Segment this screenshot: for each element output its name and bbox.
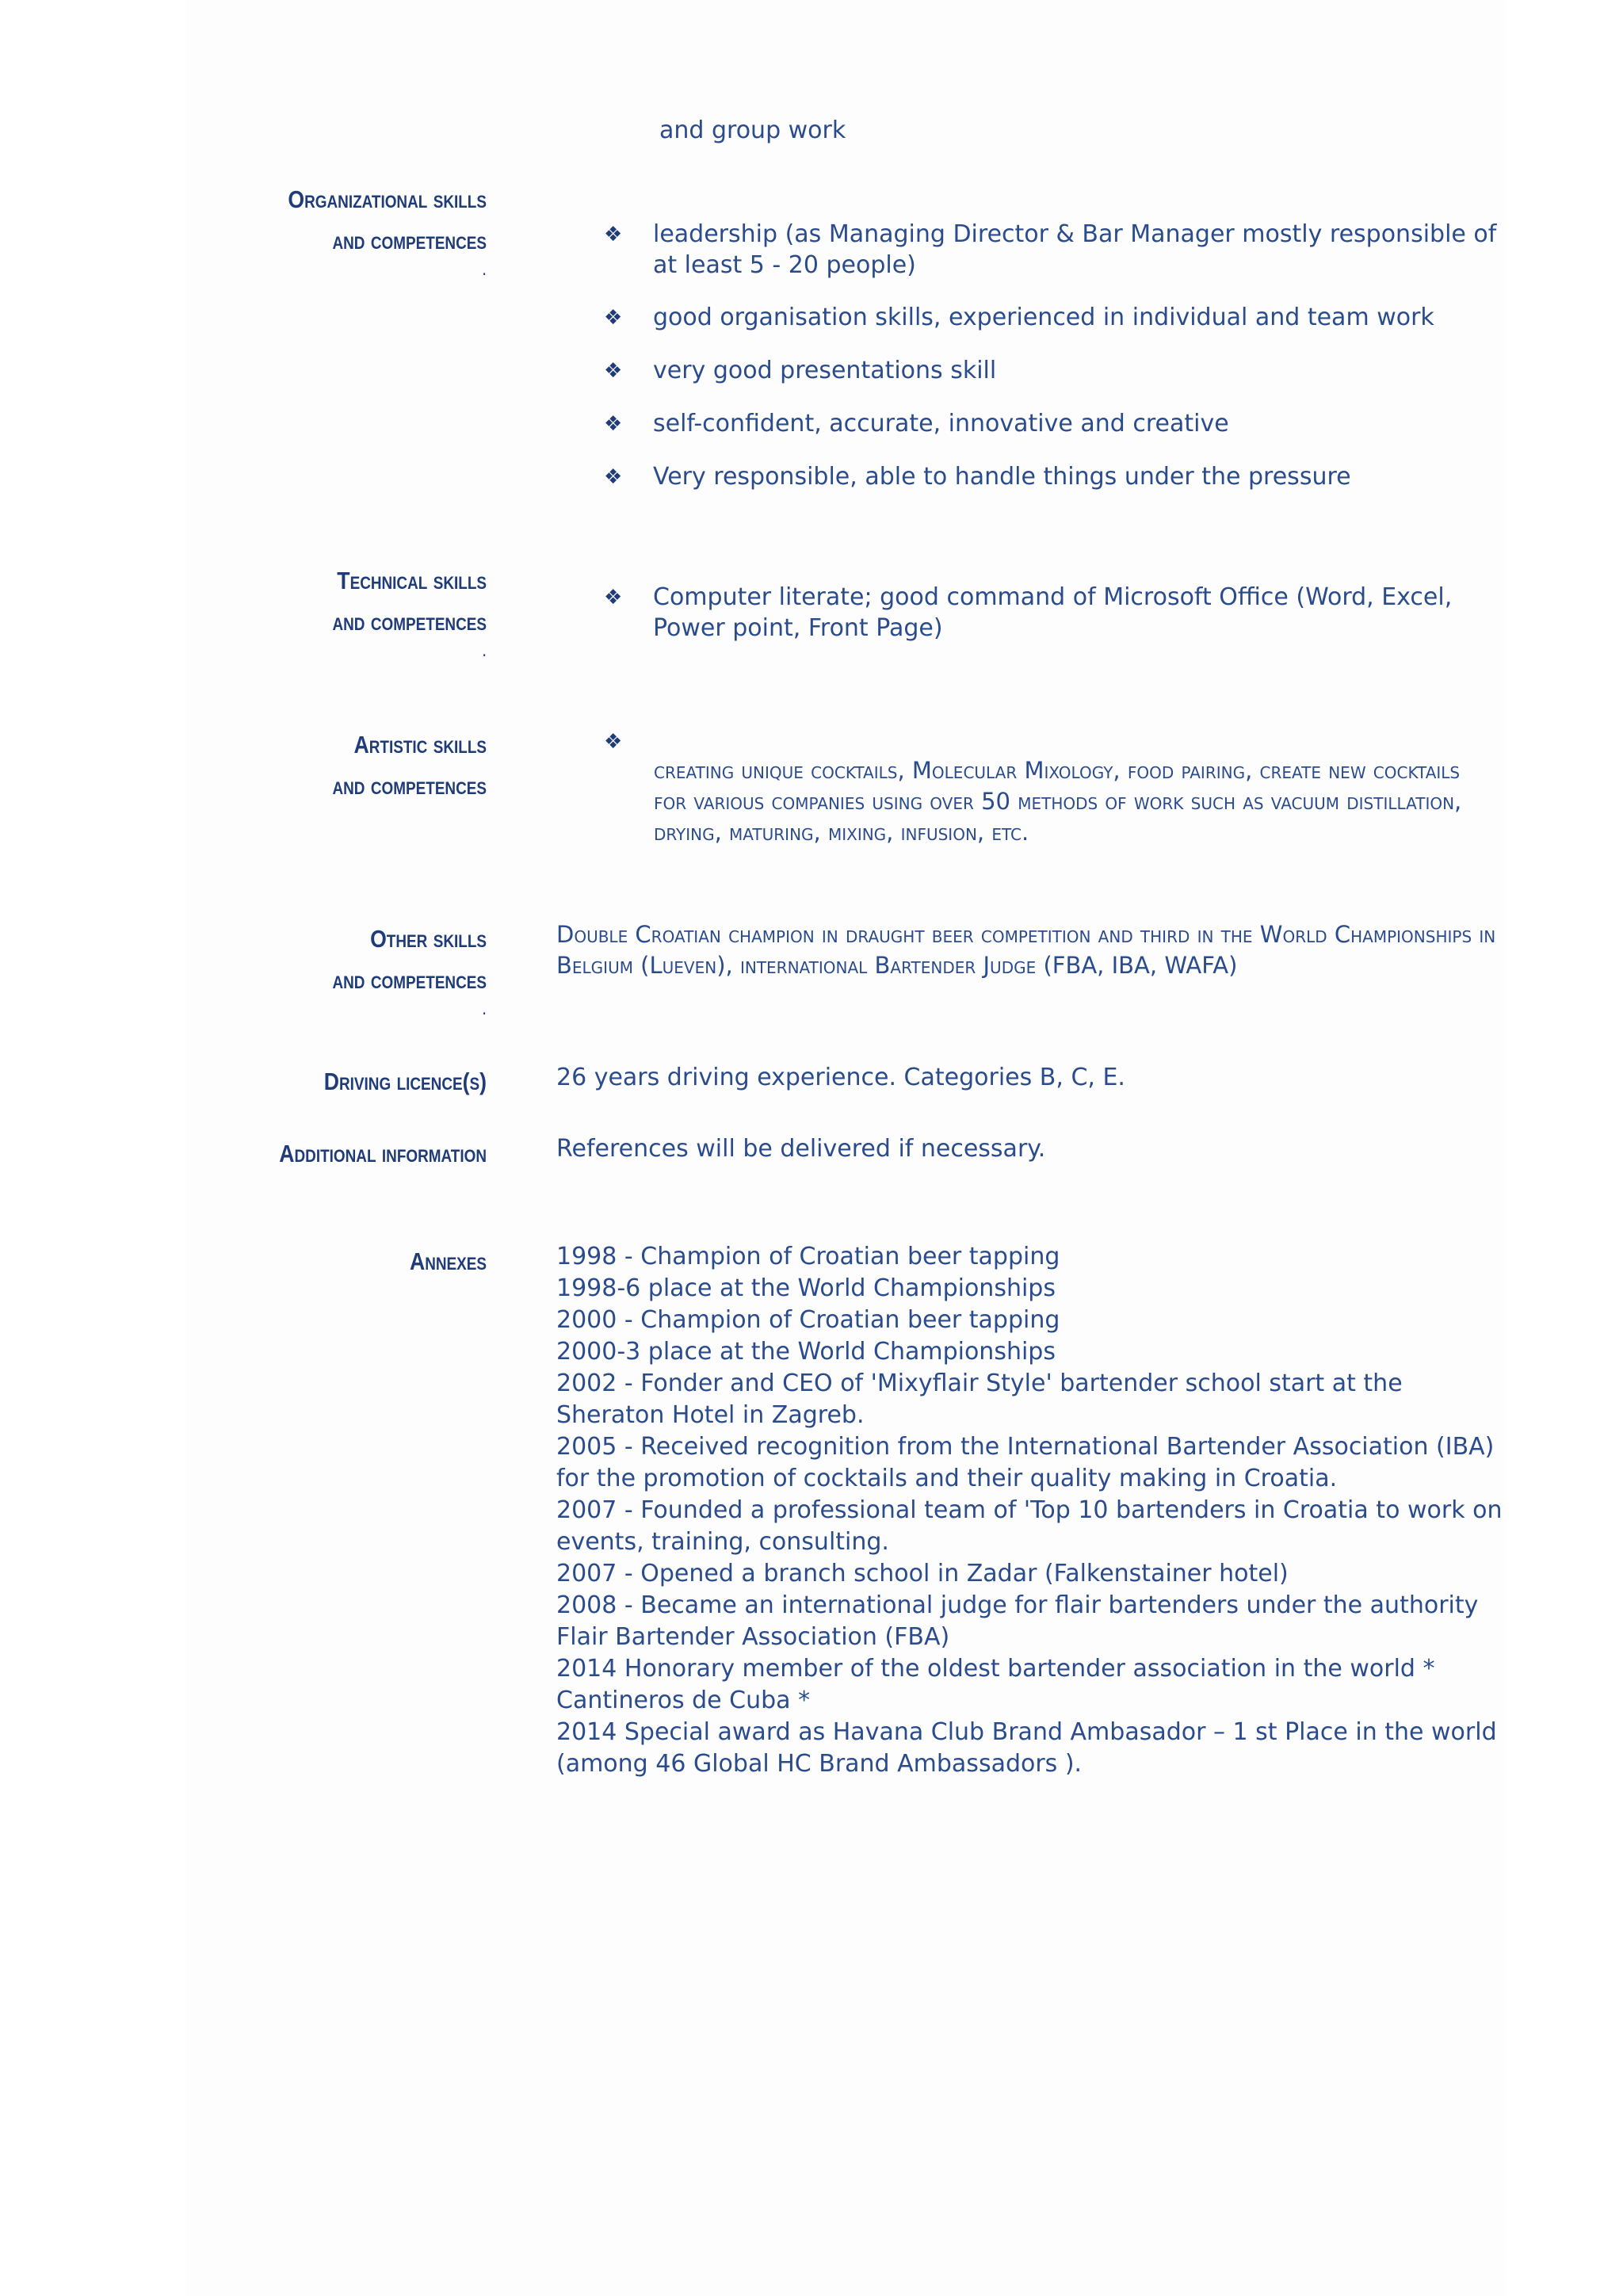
heading-dot: . bbox=[482, 258, 487, 280]
list-item: 2000 - Champion of Croatian beer tapping bbox=[556, 1306, 1060, 1334]
heading-line: Artistic skills bbox=[353, 731, 487, 758]
heading-line: Annexes bbox=[409, 1247, 487, 1275]
annexes-list bbox=[556, 1241, 1507, 1780]
annexes-heading bbox=[227, 1241, 487, 1282]
list-item: 1998-6 place at the World Championships bbox=[556, 1274, 1056, 1302]
list-item: 2008 - Became an international judge for flair bartenders under the authority Flair Bartender Association (FBA) bbox=[556, 1591, 1479, 1651]
continuation-text: and group work bbox=[659, 117, 846, 144]
four-diamond-bullet-icon: ❖ bbox=[604, 223, 623, 246]
heading-line: and competences bbox=[332, 608, 487, 636]
other-skills-heading bbox=[227, 919, 487, 1017]
list-item: 2014 Honorary member of the oldest bartender association in the world * Cantineros de Cuba * bbox=[556, 1655, 1435, 1714]
four-diamond-bullet-icon: ❖ bbox=[604, 412, 623, 436]
list-item: 2007 - Opened a branch school in Zadar (Falkenstainer hotel) bbox=[556, 1560, 1289, 1587]
other-skills-text: Double Croatian champion in draught beer competition and third in the World Championships in Belgium (Lueven), international Bartender Judge (FBA, IBA, WAFA) bbox=[556, 921, 1496, 979]
list-item: 2014 Special award as Havana Club Brand Ambasador – 1 st Place in the world (among 46 Global HC Brand Ambassadors ). bbox=[556, 1718, 1497, 1778]
list-item: 2007 - Founded a professional team of 'Top 10 bartenders in Croatia to work on events, training, consulting. bbox=[556, 1496, 1503, 1556]
list-item-text: very good presentations skill bbox=[653, 357, 997, 384]
four-diamond-bullet-icon: ❖ bbox=[604, 306, 623, 330]
heading-line: Technical skills bbox=[337, 567, 487, 594]
four-diamond-bullet-icon: ❖ bbox=[604, 730, 623, 754]
list-item: 2002 - Fonder and CEO of 'Mixyflair Style' bartender school start at the Sheraton Hotel in Zagreb. bbox=[556, 1370, 1403, 1429]
artistic-skills-text: creating unique cocktails, Molecular Mixology, food pairing, create new cocktails for various companies using over 50 methods of work such as vacuum distillation, drying, maturing, mixing, infusion, etc. bbox=[654, 757, 1462, 846]
heading-line: and competences bbox=[332, 227, 487, 254]
heading-line: Other skills bbox=[370, 925, 487, 953]
list-item: 2005 - Received recognition from the International Bartender Association (IBA) for the promotion of cocktails and their quality making in Croatia. bbox=[556, 1433, 1495, 1492]
technical-skills-heading bbox=[227, 560, 487, 659]
list-item-text: Computer literate; good command of Microsoft Office (Word, Excel, Power point, Front Page) bbox=[653, 583, 1453, 642]
list-item-text: good organisation skills, experienced in individual and team work bbox=[653, 304, 1434, 331]
list-item: 1998 - Champion of Croatian beer tapping bbox=[556, 1243, 1060, 1270]
list-item-text: self-confident, accurate, innovative and creative bbox=[653, 410, 1229, 437]
heading-dot: . bbox=[482, 998, 487, 1019]
heading-line: Organizational skills bbox=[288, 185, 487, 213]
four-diamond-bullet-icon: ❖ bbox=[604, 359, 623, 383]
heading-line: and competences bbox=[332, 772, 487, 800]
heading-line: and competences bbox=[332, 966, 487, 994]
driving-licence-text: 26 years driving experience. Categories B, C, E. bbox=[556, 1064, 1125, 1091]
artistic-skills-heading bbox=[227, 724, 487, 807]
heading-line: Additional information bbox=[279, 1140, 487, 1167]
additional-information-heading bbox=[132, 1133, 487, 1175]
additional-information-text: References will be delivered if necessary. bbox=[556, 1135, 1046, 1163]
heading-dot: . bbox=[482, 640, 487, 661]
list-item-text: Very responsible, able to handle things under the pressure bbox=[653, 463, 1351, 491]
four-diamond-bullet-icon: ❖ bbox=[604, 465, 623, 489]
heading-line: Driving licence(s) bbox=[323, 1068, 487, 1095]
list-item: 2000-3 place at the World Championships bbox=[556, 1338, 1056, 1366]
driving-licence-heading bbox=[227, 1061, 487, 1102]
list-item-text: leadership (as Managing Director & Bar Manager mostly responsible of at least 5 - 20 people) bbox=[653, 220, 1497, 279]
organizational-skills-heading bbox=[227, 179, 487, 280]
four-diamond-bullet-icon: ❖ bbox=[604, 586, 623, 609]
